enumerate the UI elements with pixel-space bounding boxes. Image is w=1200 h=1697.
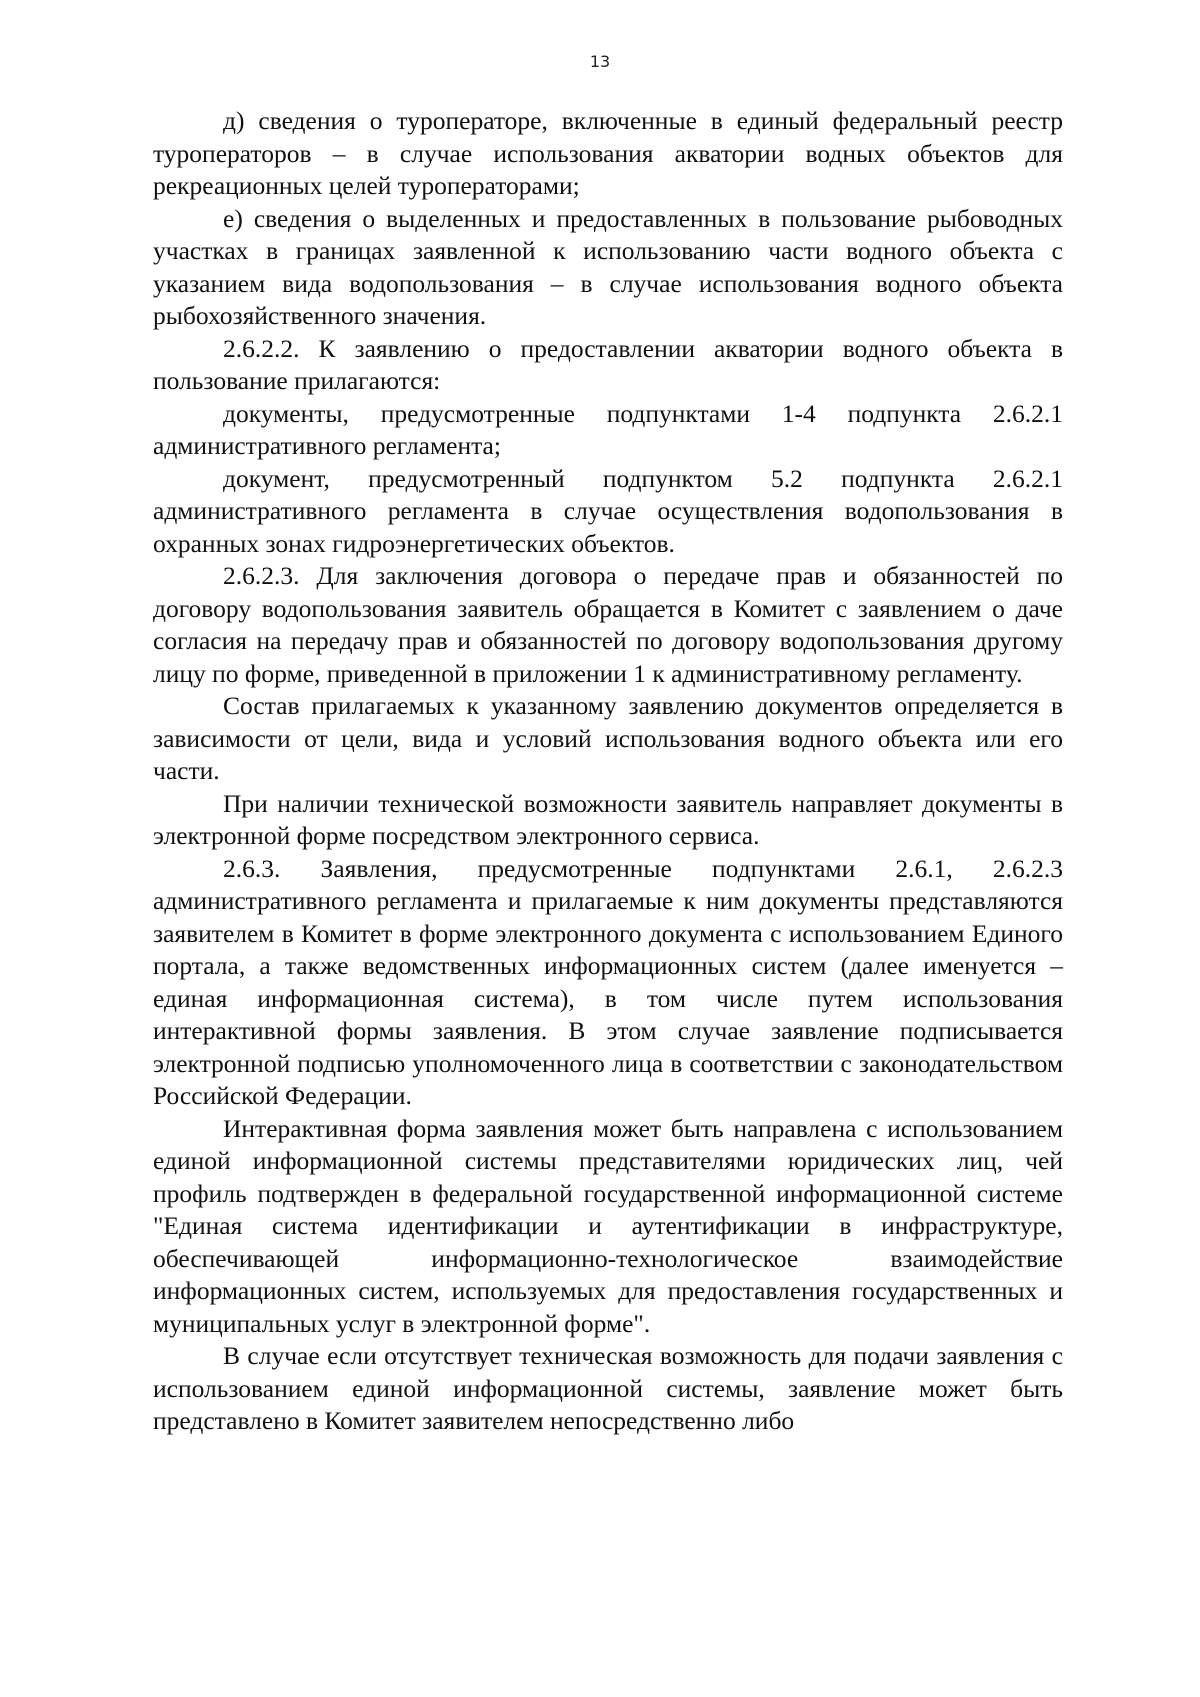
paragraph-no-technical-possibility: В случае если отсутствует техническая возможность для подачи заявления с использованием единой информационной системы, заявление может быть представлено в Комитет заявителем непосредственно либо [153, 1341, 1063, 1435]
paragraph-e-fish-farming: е) сведения о выделенных и предоставленных в пользование рыбоводных участках в границах заявленной к использованию части водного объекта с указанием вида водопользования – в случае использования водного объекта рыбохозяйственного значения. [153, 203, 1063, 330]
paragraph-document-5-2: документ, предусмотренный подпунктом 5.2 подпункта 2.6.2.1 административного регламента в случае осуществления водопользования в охранных зонах гидроэнергетических объектов. [153, 463, 1063, 558]
page-number: 13 [589, 52, 611, 71]
paragraph-composition: Состав прилагаемых к указанному заявлению документов определяется в зависимости от цели, вида и условий использования водного объекта или его части. [153, 691, 1063, 785]
document-body [153, 105, 1063, 1438]
paragraph-2-6-2-2: 2.6.2.2. К заявлению о предоставлении акватории водного объекта в пользование прилагаются: [153, 333, 1063, 395]
paragraph-interactive-form: Интерактивная форма заявления может быть направлена с использованием единой информационной системы представителями юридических лиц, чей профиль подтвержден в федеральной государственной информационной системе "Единая система идентификации и аутентификации в инфраструктуре, обеспечивающей информационно-технологическое взаимодействие информационных систем, используемых для предоставления государственных и муниципальных услуг в электронной форме". [153, 1113, 1063, 1338]
paragraph-2-6-3: 2.6.3. Заявления, предусмотренные подпунктами 2.6.1, 2.6.2.3 административного регламента и прилагаемые к ним документы представляются заявителем в Комитет в форме электронного документа с использованием Единого портала, а также ведомственных информационных систем (далее именуется – единая информационная система), в том числе путем использования интерактивной формы заявления. В этом случае заявление подписывается электронной подписью уполномоченного лица в соответствии с законодательством Российской Федерации. [153, 853, 1063, 1110]
paragraph-electronic-service: При наличии технической возможности заявитель направляет документы в электронной форме посредством электронного сервиса. [153, 788, 1063, 850]
paragraph-d-tour-operator: д) сведения о туроператоре, включенные в единый федеральный реестр туроператоров – в случае использования акватории водных объектов для рекреационных целей туроператорами; [153, 106, 1063, 200]
paragraph-documents-list: документы, предусмотренные подпунктами 1-4 подпункта 2.6.2.1 административного регламента; [153, 398, 1063, 460]
paragraph-2-6-2-3: 2.6.2.3. Для заключения договора о передаче прав и обязанностей по договору водопользования заявитель обращается в Комитет с заявлением о даче согласия на передачу прав и обязанностей по договору водопользования другому лицу по форме, приведенной в приложении 1 к административному регламенту. [153, 561, 1063, 688]
